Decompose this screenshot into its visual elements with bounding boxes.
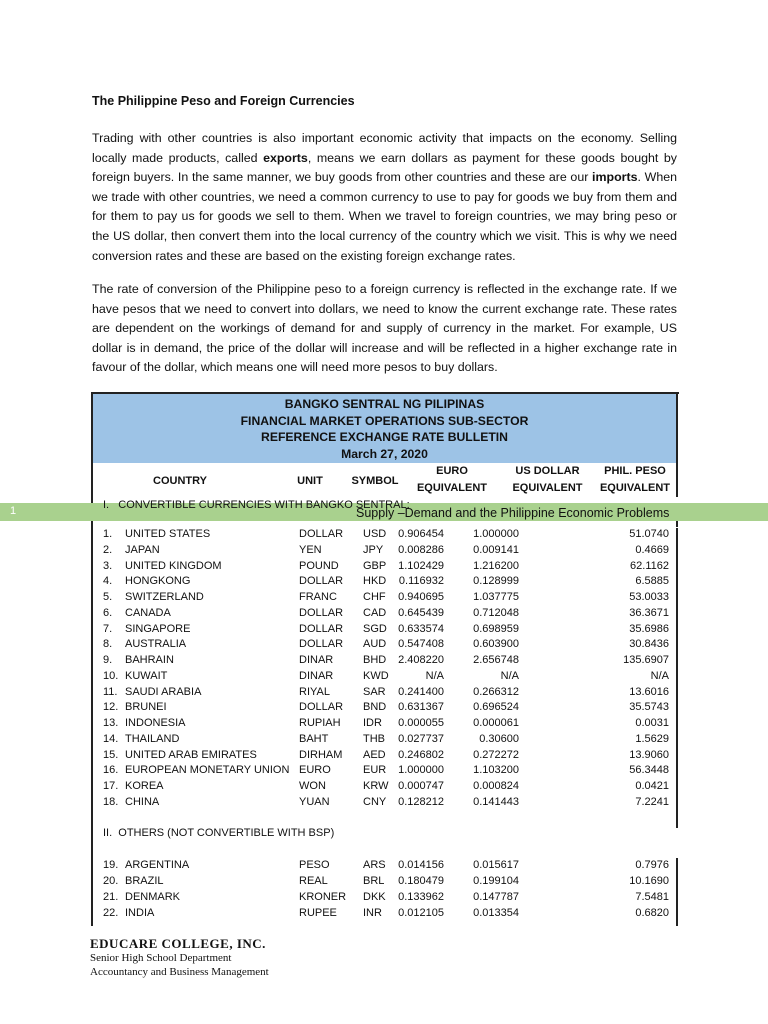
country-name: SWITZERLAND <box>125 591 204 604</box>
php-equivalent: 0.0031 <box>635 717 669 730</box>
usd-equivalent: 0.013354 <box>473 907 519 919</box>
paragraph-text: . When we trade with other countries, we need a common currency to use to pay for goods we buy from them and for them to pay us for goods we sell to them. When we travel to foreign countries, we may bring peso or the US dollar, then convert them into the local currency of the country which we visit. This is why we need conversion rates and these are based on the existing foreign exchange rates. <box>92 170 677 263</box>
usd-equivalent: 1.037775 <box>473 591 519 604</box>
col-header-text: EQUIVALENT <box>599 482 671 494</box>
country-name: JAPAN <box>125 543 160 556</box>
php-equivalent: 7.2241 <box>635 795 669 808</box>
euro-equivalent: N/A <box>425 669 444 682</box>
unit: RUPEE <box>299 907 337 919</box>
row-number: 15. <box>103 748 119 761</box>
usd-equivalent: 0.272272 <box>473 748 519 761</box>
country-name: BAHRAIN <box>125 654 174 667</box>
paragraph-text: Trading with other countries is also important economic activity that impacts on the economy. Selling locally made products, called <box>92 131 677 165</box>
symbol: BHD <box>363 654 387 667</box>
country-name: THAILAND <box>125 732 180 745</box>
php-equivalent: 0.6820 <box>635 907 669 919</box>
unit: DINAR <box>299 654 334 667</box>
unit: YEN <box>299 543 322 556</box>
symbol: SGD <box>363 622 387 635</box>
euro-equivalent: 0.027737 <box>398 732 444 745</box>
php-equivalent: 36.3671 <box>629 606 669 619</box>
unit: YUAN <box>299 795 330 808</box>
unit: DOLLAR <box>299 606 344 619</box>
symbol: CAD <box>363 606 387 619</box>
section-others: II. OTHERS (NOT CONVERTIBLE WITH BSP) <box>103 827 335 839</box>
row-number: 10. <box>103 669 119 682</box>
usd-equivalent: 1.216200 <box>473 559 519 572</box>
col-header-php <box>590 463 680 497</box>
usd-equivalent: 1.000000 <box>473 528 519 540</box>
euro-equivalent: 0.547408 <box>398 638 444 651</box>
php-equivalent: 13.6016 <box>629 685 669 698</box>
col-header-text: PHIL. PESO <box>604 465 666 477</box>
usd-equivalent: 0.000061 <box>473 717 519 730</box>
euro-equivalent: 0.128212 <box>398 795 444 808</box>
unit: DOLLAR <box>299 622 344 635</box>
table-banner <box>93 394 678 463</box>
country-name: AUSTRALIA <box>125 638 187 651</box>
symbol: DKK <box>363 891 386 903</box>
php-equivalent: 53.0033 <box>629 591 669 604</box>
banner-line: REFERENCE EXCHANGE RATE BULLETIN <box>261 430 508 444</box>
php-equivalent: 35.5743 <box>629 701 669 714</box>
unit: DOLLAR <box>299 638 344 651</box>
row-number: 1. <box>103 528 113 540</box>
unit: RIYAL <box>299 685 330 698</box>
unit: DOLLAR <box>299 701 344 714</box>
euro-equivalent: 0.645439 <box>398 606 444 619</box>
country-name: ARGENTINA <box>125 859 190 871</box>
usd-equivalent: 0.015617 <box>473 859 519 871</box>
php-equivalent: 62.1162 <box>630 559 669 572</box>
country-name: UNITED ARAB EMIRATES <box>125 748 257 761</box>
usd-equivalent: 0.603900 <box>473 638 519 651</box>
usd-equivalent: 1.103200 <box>473 764 519 777</box>
country-name: BRAZIL <box>125 875 164 887</box>
running-title: Supply –Demand and the Philippine Economic Problems <box>356 506 670 520</box>
usd-equivalent: 0.199104 <box>473 875 519 887</box>
php-equivalent: 35.6986 <box>629 622 669 635</box>
row-number: 22. <box>103 907 119 919</box>
unit: FRANC <box>299 591 337 604</box>
symbol: THB <box>363 732 385 745</box>
country-name: EUROPEAN MONETARY UNION <box>125 764 290 777</box>
unit: POUND <box>299 559 339 572</box>
country-name: CHINA <box>125 795 160 808</box>
paragraph-conversion: The rate of conversion of the Philippine peso to a foreign currency is reflected in the exchange rate. If we have pesos that we need to convert into dollars, we need to know the current exchange rate. These rates are dependent on the workings of demand for and supply of currency in the market. For example, US dollar is in demand, the price of the dollar will increase and will be reflected in a higher exchange rate in favour of the dollar, which means one will need more pesos to buy dollars. <box>92 282 677 375</box>
country-name: UNITED STATES <box>125 528 211 540</box>
unit: WON <box>299 780 326 793</box>
usd-equivalent: 0.698959 <box>473 622 519 635</box>
unit: EURO <box>299 764 331 777</box>
php-equivalent: 6.5885 <box>635 575 669 588</box>
row-number: 11. <box>103 685 118 698</box>
col-header-unit: UNIT <box>297 475 323 487</box>
euro-equivalent: 1.000000 <box>398 764 444 777</box>
php-equivalent: 7.5481 <box>635 891 669 903</box>
country-name: CANADA <box>125 606 171 619</box>
row-number: 14. <box>103 732 119 745</box>
php-equivalent: 0.0421 <box>635 780 669 793</box>
col-header-euro <box>412 463 492 497</box>
country-name: INDONESIA <box>125 717 186 730</box>
usd-equivalent: 0.009141 <box>473 543 519 556</box>
unit: DOLLAR <box>299 528 344 540</box>
php-equivalent: 51.0740 <box>629 528 669 540</box>
symbol: IDR <box>363 717 382 730</box>
symbol: KRW <box>363 780 389 793</box>
page-number: 1 <box>10 505 17 517</box>
usd-equivalent: 2.656748 <box>473 654 519 667</box>
symbol: AED <box>363 748 386 761</box>
php-equivalent: N/A <box>650 669 669 682</box>
euro-equivalent: 0.000055 <box>398 717 444 730</box>
table-right-border <box>676 528 678 828</box>
euro-equivalent: 1.102429 <box>398 559 444 572</box>
euro-equivalent: 0.014156 <box>398 859 444 871</box>
banner-line: BANGKO SENTRAL NG PILIPINAS <box>284 397 485 411</box>
symbol: KWD <box>363 669 389 682</box>
unit: REAL <box>299 875 328 887</box>
symbol: INR <box>363 907 382 919</box>
php-equivalent: 13.9060 <box>629 748 669 761</box>
row-number: 18. <box>103 795 119 808</box>
unit: PESO <box>299 859 330 871</box>
table-right-border <box>676 858 678 926</box>
row-number: 21. <box>103 891 119 903</box>
country-name: BRUNEI <box>125 701 167 714</box>
banner-line: FINANCIAL MARKET OPERATIONS SUB-SECTOR <box>240 413 529 428</box>
footer-org: EDUCARE COLLEGE, INC. <box>90 936 266 951</box>
col-header-text: US DOLLAR <box>515 465 580 477</box>
euro-equivalent: 2.408220 <box>398 654 444 667</box>
row-number: 8. <box>103 638 113 651</box>
col-header-text: EURO <box>436 465 468 477</box>
usd-equivalent: 0.128999 <box>473 575 519 588</box>
symbol: ARS <box>363 859 386 871</box>
php-equivalent: 0.4669 <box>635 543 669 556</box>
euro-equivalent: 0.633574 <box>398 622 444 635</box>
row-number: 2. <box>103 543 113 556</box>
symbol: GBP <box>363 559 387 572</box>
row-number: 6. <box>103 606 113 619</box>
usd-equivalent: 0.30600 <box>479 732 519 745</box>
row-number: 3. <box>103 559 113 572</box>
paragraph-text: , means we earn dollars as payment for these goods bought by foreign buyers. In the same manner, we buy goods from other countries and these are our <box>92 150 678 185</box>
row-number: 20. <box>103 875 119 887</box>
euro-equivalent: 0.133962 <box>398 891 444 903</box>
php-equivalent: 0.7976 <box>635 859 669 871</box>
banner-date: March 27, 2020 <box>341 446 428 461</box>
country-name: INDIA <box>125 907 155 919</box>
symbol: BRL <box>363 875 385 887</box>
row-number: 12. <box>103 701 119 714</box>
euro-equivalent: 0.246802 <box>398 748 444 761</box>
euro-equivalent: 0.631367 <box>398 701 444 714</box>
paragraph-trading <box>92 129 677 266</box>
section-title: The Philippine Peso and Foreign Currencies <box>92 94 355 108</box>
unit: DIRHAM <box>299 748 343 761</box>
country-name: DENMARK <box>125 891 181 903</box>
php-equivalent: 10.1690 <box>629 875 669 887</box>
row-number: 17. <box>103 780 119 793</box>
footer-department: Senior High School Department <box>90 952 232 964</box>
usd-equivalent: N/A <box>500 669 519 682</box>
php-equivalent: 30.8436 <box>629 638 669 651</box>
symbol: JPY <box>363 543 384 556</box>
bold-term: imports <box>592 170 638 185</box>
unit: BAHT <box>299 732 329 745</box>
php-equivalent: 56.3448 <box>629 764 669 777</box>
symbol: USD <box>363 528 387 540</box>
euro-equivalent: 0.008286 <box>398 543 444 556</box>
row-number: 7. <box>103 622 113 635</box>
usd-equivalent: 0.141443 <box>473 795 519 808</box>
unit: DINAR <box>299 669 334 682</box>
col-header-symbol: SYMBOL <box>351 475 399 487</box>
euro-equivalent: 0.241400 <box>398 685 444 698</box>
euro-equivalent: 0.180479 <box>398 875 444 887</box>
row-number: 13. <box>103 717 119 730</box>
usd-equivalent: 0.147787 <box>473 891 519 903</box>
euro-equivalent: 0.000747 <box>398 780 444 793</box>
row-number: 9. <box>103 654 113 667</box>
col-header-text: EQUIVALENT <box>416 482 488 494</box>
symbol: SAR <box>363 685 386 698</box>
footer-strand: Accountancy and Business Management <box>90 966 269 978</box>
country-name: UNITED KINGDOM <box>125 559 222 572</box>
euro-equivalent: 0.012105 <box>398 907 444 919</box>
php-equivalent: 135.6907 <box>623 654 669 667</box>
unit: RUPIAH <box>299 717 341 730</box>
usd-equivalent: 0.712048 <box>473 606 519 619</box>
section-convertible: I. CONVERTIBLE CURRENCIES WITH BANGKO SENTRAL: <box>103 499 410 511</box>
country-name: KUWAIT <box>125 669 168 682</box>
php-equivalent: 1.5629 <box>635 732 669 745</box>
row-number: 19. <box>103 859 119 871</box>
symbol: HKD <box>363 575 387 588</box>
row-number: 5. <box>103 591 113 604</box>
country-name: SINGAPORE <box>125 622 191 635</box>
symbol: AUD <box>363 638 387 651</box>
euro-equivalent: 0.906454 <box>398 528 444 540</box>
euro-equivalent: 0.116932 <box>398 575 444 588</box>
usd-equivalent: 0.696524 <box>473 701 519 714</box>
col-header-usd <box>500 463 595 497</box>
country-name: HONGKONG <box>125 575 191 588</box>
unit: KRONER <box>299 891 347 903</box>
country-name: SAUDI ARABIA <box>125 685 202 698</box>
unit: DOLLAR <box>299 575 344 588</box>
row-number: 16. <box>103 764 119 777</box>
symbol: EUR <box>363 764 387 777</box>
country-name: KOREA <box>125 780 164 793</box>
col-header-text: EQUIVALENT <box>512 482 583 494</box>
usd-equivalent: 0.266312 <box>473 685 519 698</box>
usd-equivalent: 0.000824 <box>473 780 519 793</box>
symbol: BND <box>363 701 387 714</box>
symbol: CHF <box>363 591 386 604</box>
col-header-country: COUNTRY <box>153 475 207 487</box>
euro-equivalent: 0.940695 <box>398 591 444 604</box>
row-number: 4. <box>103 575 113 588</box>
bold-term: exports <box>263 150 308 165</box>
symbol: CNY <box>363 795 387 808</box>
